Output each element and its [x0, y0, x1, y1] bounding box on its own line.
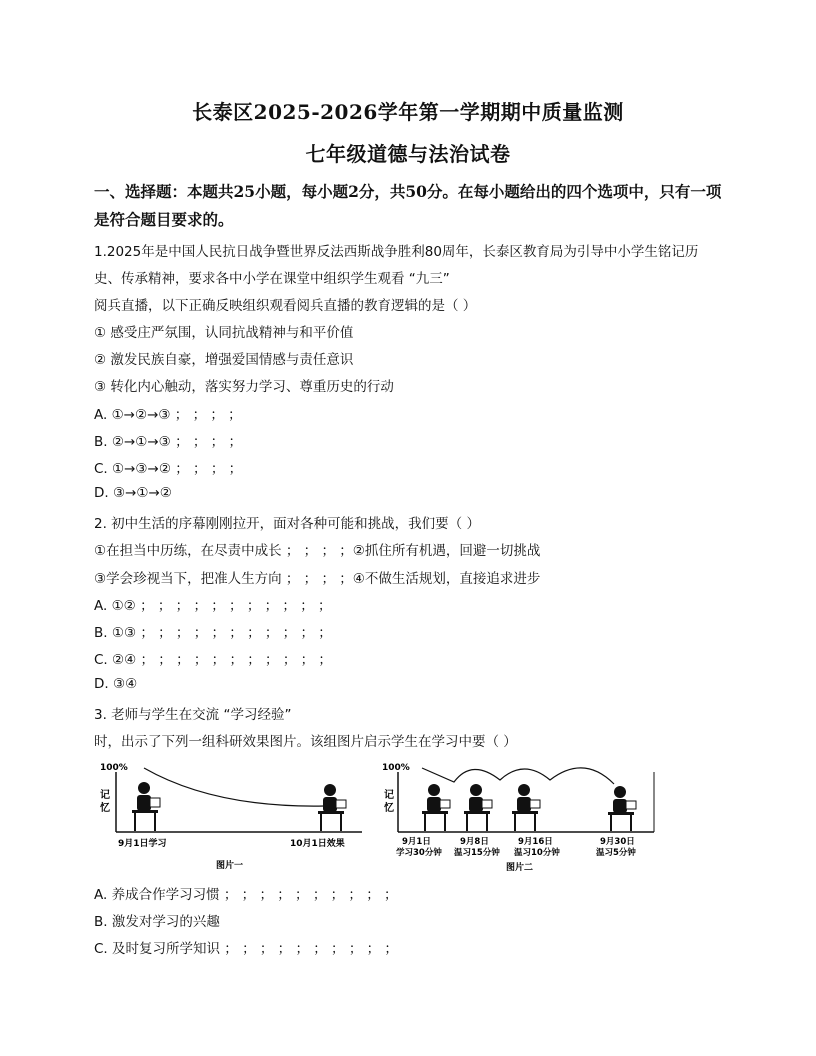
pic1-start-label: 9月1日学习 [118, 839, 167, 849]
q1-statement-2: ② 激发民族自豪，增强爱国情感与责任意识 [94, 352, 354, 368]
pic2-date-4: 9月30日 [600, 837, 635, 847]
pic2-student-2-icon [464, 784, 492, 831]
pic1-y100-label: 100% [100, 763, 128, 773]
pic1-student-start-icon [132, 782, 160, 831]
q1-option-c: C. ①→③→② ； ； ； ； [94, 461, 243, 477]
pic1-end-label: 10月1日效果 [290, 839, 345, 849]
pic2-student-1-icon [422, 784, 450, 831]
q2-statements-2: ③学会珍视当下，把准人生方向 ； ； ； ；④不做生活规划，直接追求进步 [94, 571, 541, 587]
q2-option-b: B. ①③ ； ； ； ； ； ； ； ； ； ； ； [94, 625, 332, 641]
pic2-note-1: 学习30分钟 [396, 848, 442, 858]
pic1-caption: 图片一 [216, 861, 244, 871]
q1-statement-3: ③ 转化内心触动，落实努力学习、尊重历史的行动 [94, 379, 394, 395]
q1-option-d: D. ③→①→② [94, 485, 172, 501]
q3-stem-line-2: 时，出示了下列一组科研效果图片。该组图片启示学生在学习中要（ ） [94, 734, 517, 750]
q1-stem-line-3: 阅兵直播，以下正确反映组织观看阅兵直播的教育逻辑的是（ ） [94, 298, 477, 314]
pic2-note-4: 温习5分钟 [596, 848, 636, 858]
pic2-date-3: 9月16日 [518, 837, 553, 847]
q3-stem-line-1: 3. 老师与学生在交流 “学习经验” [94, 707, 292, 723]
pic2-note-2: 温习15分钟 [454, 848, 500, 858]
q1-statement-1: ① 感受庄严氛围，认同抗战精神与和平价值 [94, 325, 354, 341]
q2-stem: 2. 初中生活的序幕刚刚拉开，面对各种可能和挑战，我们要（ ） [94, 516, 480, 532]
q3-option-c: C. 及时复习所学知识 ； ； ； ； ； ； ； ； ； ； [94, 941, 398, 957]
pic2-student-4-icon [608, 786, 636, 831]
q2-option-d: D. ③④ [94, 676, 138, 692]
q2-option-c: C. ②④ ； ； ； ； ； ； ； ； ； ； ； [94, 652, 332, 668]
pic1-ylabel-2: 忆 [100, 803, 110, 814]
pic2-ylabel-1: 记 [384, 790, 394, 801]
q2-statements-1: ①在担当中历练，在尽责中成长 ； ； ； ；②抓住所有机遇，回避一切挑战 [94, 543, 541, 559]
section-instructions: 一、选择题：本题共25小题，每小题2分，共50分。在每小题给出的四个选项中，只有一项是符合题目要求的。 [94, 182, 722, 229]
q1-stem-line-2: 史、传承精神，要求各中小学在课堂中组织学生观看 “九三” [94, 271, 450, 287]
pic2-note-3: 温习10分钟 [514, 848, 560, 858]
memory-curve-svg [94, 758, 660, 878]
q1-option-b: B. ②→①→③ ； ； ； ； [94, 434, 242, 450]
pic1-ylabel-1: 记 [100, 790, 110, 801]
q3-option-a: A. 养成合作学习习惯 ； ； ； ； ； ； ； ； ； ； [94, 887, 398, 903]
q2-option-a: A. ①② ； ； ； ； ； ； ； ； ； ； ； [94, 598, 332, 614]
pic2-date-1: 9月1日 [402, 837, 431, 847]
q1-option-a: A. ①→②→③ ； ； ； ； [94, 407, 242, 423]
pic2-ylabel-2: 忆 [384, 803, 394, 814]
pic2-student-3-icon [512, 784, 540, 831]
pic2-y100-label: 100% [382, 763, 410, 773]
pic1-student-end-icon [318, 784, 346, 831]
pic2-review-curve [422, 768, 614, 784]
memory-curve-figure [94, 758, 660, 878]
pic1-forgetting-curve [144, 768, 324, 806]
pic2-caption: 图片二 [506, 863, 534, 873]
q3-option-b: B. 激发对学习的兴趣 [94, 914, 220, 930]
exam-subtitle: 七年级道德与法治试卷 [305, 142, 511, 166]
q1-stem-line-1: 1.2025年是中国人民抗日战争暨世界反法西斯战争胜利80周年，长泰区教育局为引导中小学生铭记历 [94, 244, 699, 260]
pic2-date-2: 9月8日 [460, 837, 489, 847]
exam-title: 长泰区2025-2026学年第一学期期中质量监测 [192, 100, 624, 124]
